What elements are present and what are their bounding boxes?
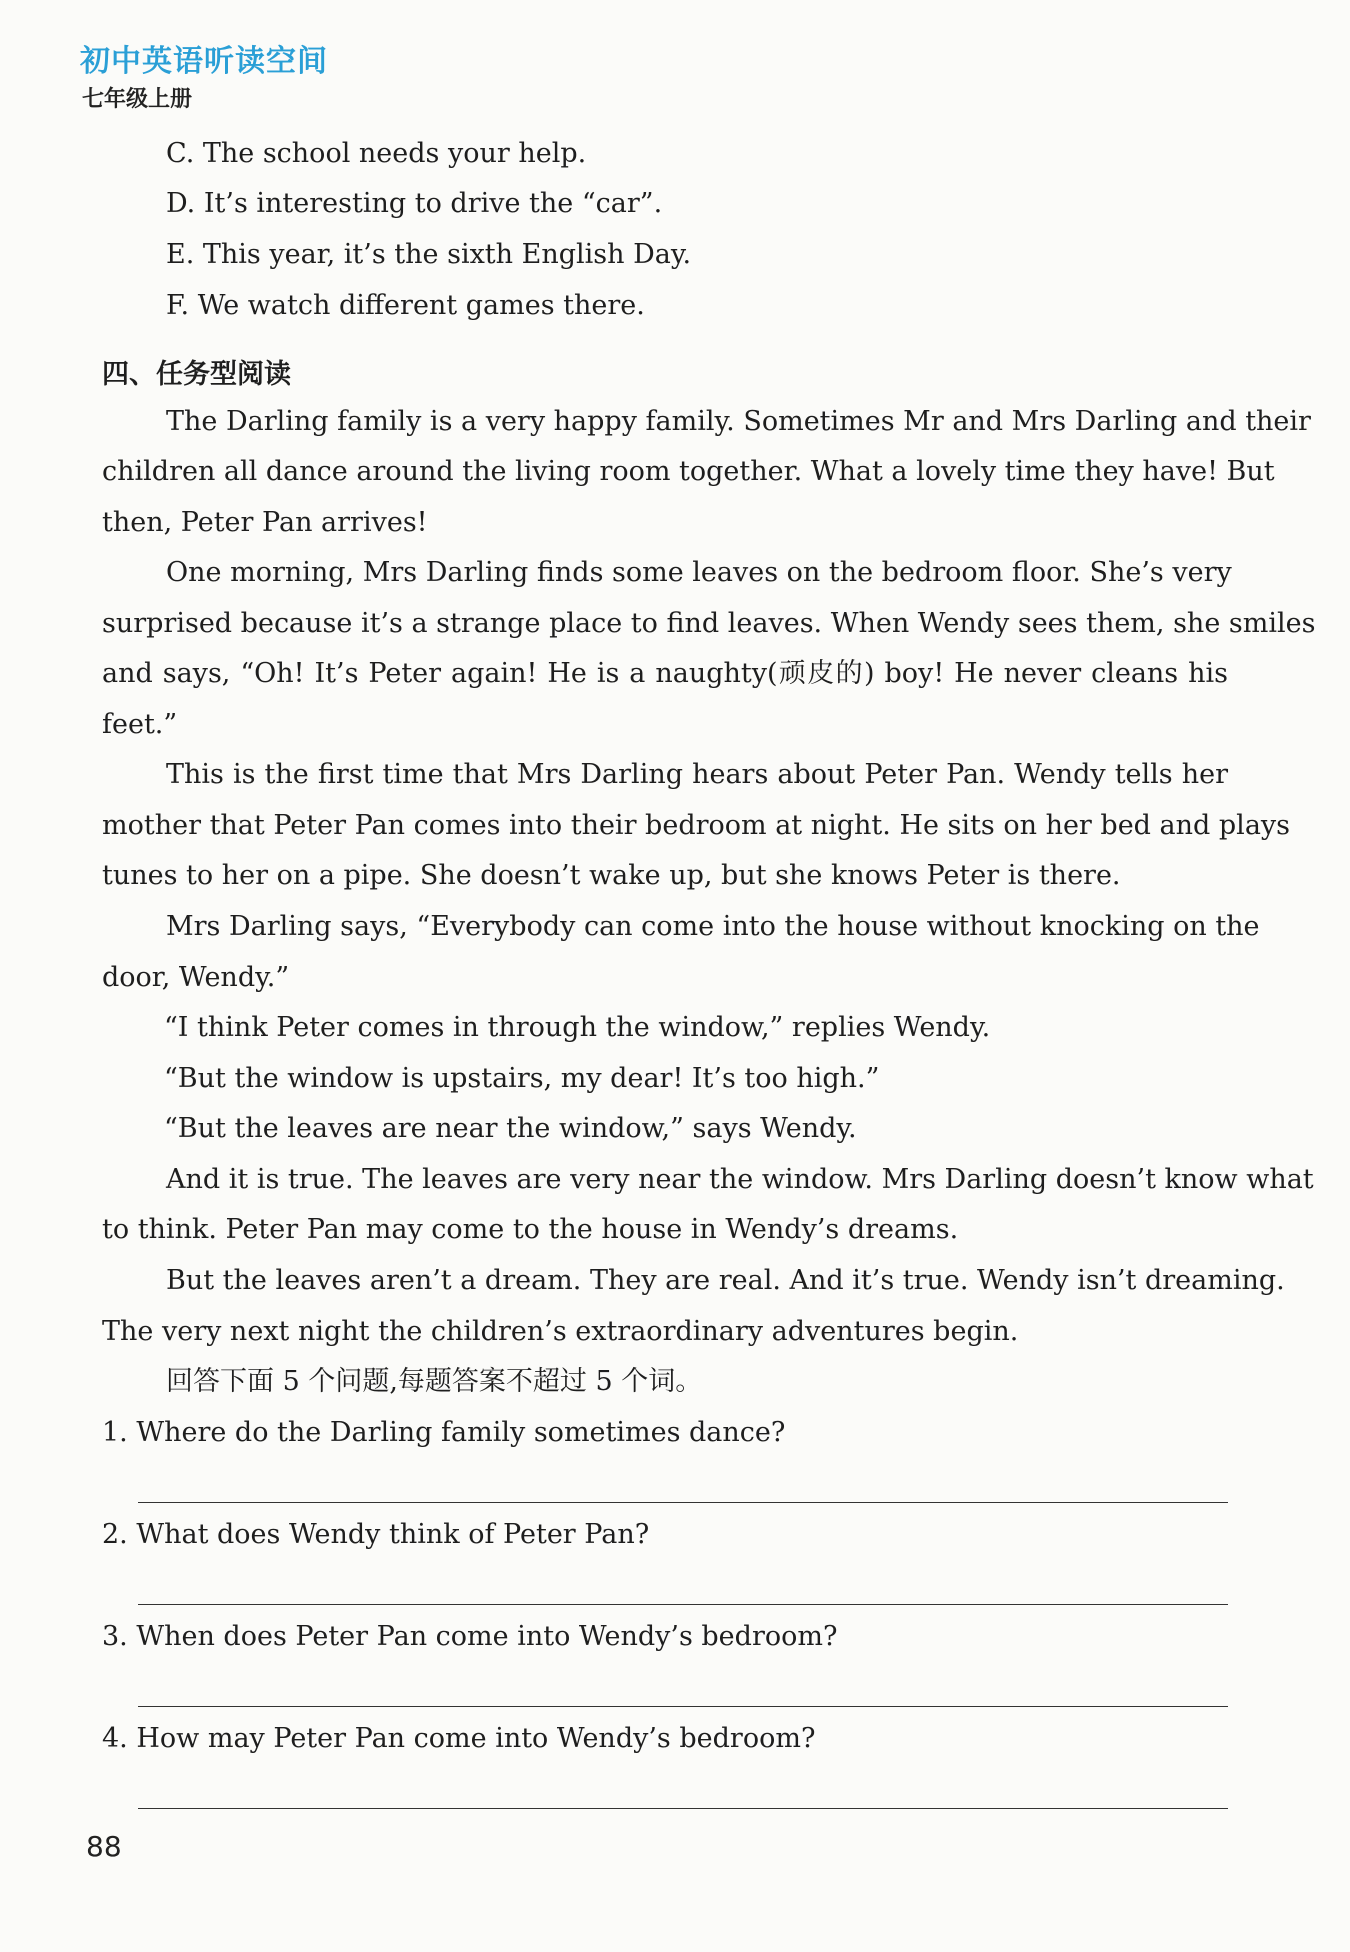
question-4: 4. How may Peter Pan come into Wendy’s bedroom?: [102, 1723, 816, 1754]
instruction-text: 回答下面 5 个问题,每题答案不超过 5 个词。: [166, 1366, 703, 1397]
option-c: C. The school needs your help.: [166, 138, 587, 169]
option-e: E. This year, it’s the sixth English Day.: [166, 239, 692, 270]
paragraph-4: [102, 907, 1260, 947]
paragraph-1-cont: [102, 452, 1275, 492]
paragraph-3: [102, 755, 1228, 795]
grade-label: 七年级上册: [82, 87, 193, 112]
question-3: 3. When does Peter Pan come into Wendy’s bedroom?: [102, 1621, 838, 1652]
question-2: 2. What does Wendy think of Peter Pan?: [102, 1519, 650, 1550]
text-line: mother that Peter Pan comes into their bedroom at night. He sits on her bed and plays: [102, 810, 1291, 841]
section-title: 四、任务型阅读: [102, 359, 291, 390]
answer-line-1[interactable]: [138, 1502, 1228, 1503]
paragraph-3-cont: [102, 806, 1291, 846]
page-number: 88: [86, 1830, 122, 1863]
text-line: then, Peter Pan arrives!: [102, 507, 428, 538]
text-line: surprised because it’s a strange place to find leaves. When Wendy sees them, she smiles: [102, 608, 1316, 639]
text-line: Mrs Darling says, “Everybody can come into the house without knocking on the: [166, 911, 1260, 942]
text-line: feet.”: [102, 709, 178, 740]
text-line: children all dance around the living room together. What a lovely time they have! But: [102, 456, 1275, 487]
paragraph-2-cont: [102, 654, 1228, 694]
text-line: And it is true. The leaves are very near the window. Mrs Darling doesn’t know what: [166, 1164, 1314, 1195]
paragraph-8: [102, 1160, 1314, 1200]
dialogue-line: “I think Peter comes in through the window,” replies Wendy.: [164, 1012, 991, 1043]
book-title: 初中英语听读空间: [80, 44, 328, 79]
text-line: and says, “Oh! It’s Peter again! He is a naughty(顽皮的) boy! He never cleans his: [102, 658, 1228, 689]
dialogue-line: “But the leaves are near the window,” says Wendy.: [164, 1113, 857, 1144]
paragraph-2: [102, 553, 1232, 593]
text-line: This is the first time that Mrs Darling hears about Peter Pan. Wendy tells her: [166, 759, 1228, 790]
text-line: The very next night the children’s extraordinary adventures begin.: [102, 1316, 1019, 1347]
answer-line-4[interactable]: [138, 1808, 1228, 1809]
dialogue-line: “But the window is upstairs, my dear! It’s too high.”: [164, 1063, 880, 1094]
text-line: One morning, Mrs Darling finds some leaves on the bedroom floor. She’s very: [166, 557, 1232, 588]
option-f: F. We watch different games there.: [166, 290, 645, 321]
text-line: The Darling family is a very happy family. Sometimes Mr and Mrs Darling and their: [166, 406, 1311, 437]
text-line: tunes to her on a pipe. She doesn’t wake up, but she knows Peter is there.: [102, 860, 1121, 891]
answer-line-2[interactable]: [138, 1604, 1228, 1605]
option-d: D. It’s interesting to drive the “car”.: [166, 188, 663, 219]
paragraph-9: [102, 1261, 1285, 1301]
answer-line-3[interactable]: [138, 1706, 1228, 1707]
paragraph-1: [102, 402, 1311, 442]
question-1: 1. Where do the Darling family sometimes dance?: [102, 1417, 786, 1448]
text-line: to think. Peter Pan may come to the house in Wendy’s dreams.: [102, 1214, 959, 1245]
text-line: door, Wendy.”: [102, 962, 290, 993]
text-line: But the leaves aren’t a dream. They are real. And it’s true. Wendy isn’t dreaming.: [166, 1265, 1285, 1296]
paragraph-2-cont: [102, 604, 1316, 644]
